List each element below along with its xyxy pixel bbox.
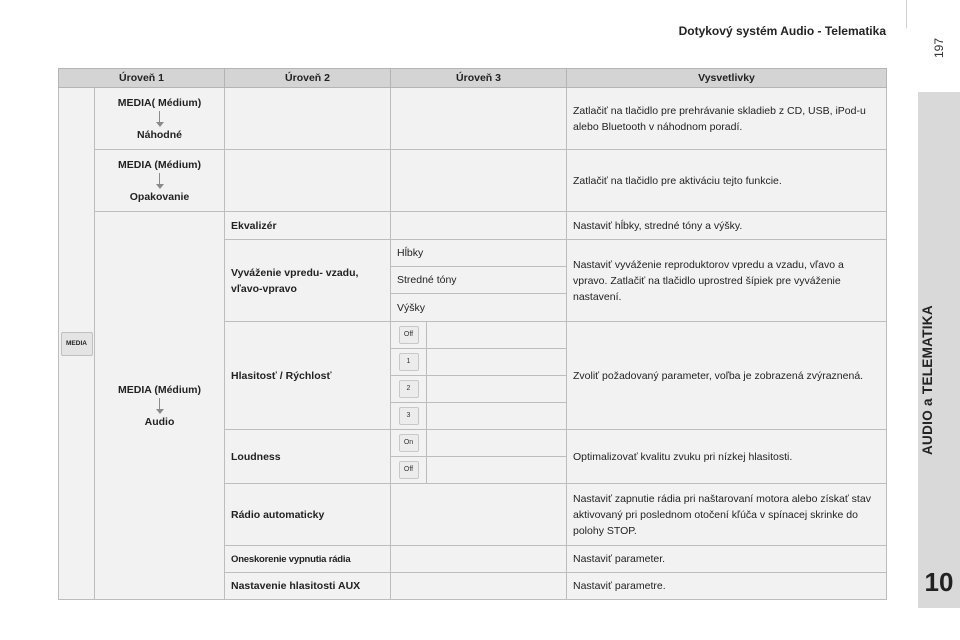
level1-cell bbox=[95, 212, 225, 600]
margin-divider bbox=[906, 0, 907, 28]
level3-option: Hĺbky bbox=[391, 240, 567, 267]
option-key-cell bbox=[391, 322, 427, 349]
level2-cell: Rádio automaticky bbox=[225, 484, 391, 546]
level-1-key-icon: 1 bbox=[399, 353, 419, 371]
menu-path-top: MEDIA (Médium) bbox=[117, 158, 202, 171]
description-cell: Zvoliť požadovaný parameter, voľba je zobrazená zvýraznená. bbox=[567, 322, 887, 430]
section-label: AUDIO a TELEMATIKA bbox=[920, 305, 935, 455]
level2-cell: Nastavenie hlasitosti AUX bbox=[225, 573, 391, 600]
description-cell: Nastaviť hĺbky, stredné tóny a výšky. bbox=[567, 212, 887, 240]
description-cell: Zatlačiť na tlačidlo pre aktiváciu tejto funkcie. bbox=[567, 150, 887, 212]
table-row bbox=[59, 150, 887, 212]
column-header: Úroveň 3 bbox=[391, 69, 567, 88]
table-header-row bbox=[59, 69, 887, 88]
right-margin-panel bbox=[906, 0, 960, 640]
menu-path-bottom: Náhodné bbox=[137, 128, 182, 141]
arrow-down-icon bbox=[156, 398, 164, 414]
on-key-icon: On bbox=[399, 434, 419, 452]
level-2-key-icon: 2 bbox=[399, 380, 419, 398]
description-cell: Zatlačiť na tlačidlo pre prehrávanie skladieb z CD, USB, iPod-u alebo Bluetooth v náhodnom poradí. bbox=[567, 88, 887, 150]
level-3-key-icon: 3 bbox=[399, 407, 419, 425]
arrow-down-icon bbox=[156, 111, 164, 127]
level2-cell: Ekvalizér bbox=[225, 212, 391, 240]
arrow-down-icon bbox=[156, 173, 164, 189]
option-key-cell bbox=[391, 457, 427, 484]
level3-option: Stredné tóny bbox=[391, 267, 567, 294]
off-key-icon: Off bbox=[399, 326, 419, 344]
level1-cell bbox=[95, 150, 225, 212]
chapter-number: 10 bbox=[918, 556, 960, 608]
menu-table bbox=[58, 68, 887, 600]
column-header: Úroveň 2 bbox=[225, 69, 391, 88]
level2-cell: Loudness bbox=[225, 430, 391, 484]
option-key-cell bbox=[391, 376, 427, 403]
column-header: Vysvetlivky bbox=[567, 69, 887, 88]
level2-cell: Vyváženie vpredu- vzadu, vľavo-vpravo bbox=[225, 240, 391, 322]
table-row bbox=[59, 212, 887, 240]
page-header-title: Dotykový systém Audio - Telematika bbox=[678, 24, 886, 38]
media-button-icon: MEDIA bbox=[61, 332, 93, 356]
page-number: 197 bbox=[932, 37, 946, 58]
description-cell: Nastaviť parameter. bbox=[567, 546, 887, 573]
option-key-cell bbox=[391, 349, 427, 376]
level2-cell: Hlasitosť / Rýchlosť bbox=[225, 322, 391, 430]
level1-cell bbox=[95, 88, 225, 150]
menu-path-top: MEDIA( Médium) bbox=[117, 96, 202, 109]
description-cell: Nastaviť parametre. bbox=[567, 573, 887, 600]
column-header: Úroveň 1 bbox=[59, 69, 225, 88]
menu-path-bottom: Audio bbox=[144, 415, 175, 428]
description-cell: Optimalizovať kvalitu zvuku pri nízkej hlasitosti. bbox=[567, 430, 887, 484]
level1-icon-cell bbox=[59, 88, 95, 600]
off-key-icon: Off bbox=[399, 461, 419, 479]
option-key-cell bbox=[391, 430, 427, 457]
level2-cell: Oneskorenie vypnutia rádia bbox=[225, 546, 391, 573]
level3-option: Výšky bbox=[391, 294, 567, 322]
description-cell: Nastaviť zapnutie rádia pri naštarovaní motora alebo získať stav aktivovaný pri poslednom otočení kľúča v spínacej skrinke do polohy STOP. bbox=[567, 484, 887, 546]
table-row bbox=[59, 88, 887, 150]
menu-path-top: MEDIA (Médium) bbox=[117, 383, 202, 396]
menu-path-bottom: Opakovanie bbox=[129, 190, 190, 203]
description-cell: Nastaviť vyváženie reproduktorov vpredu a vzadu, vľavo a vpravo. Zatlačiť na tlačidlo uprostred šípiek pre vyváženie nastavení. bbox=[567, 240, 887, 322]
option-key-cell bbox=[391, 403, 427, 430]
